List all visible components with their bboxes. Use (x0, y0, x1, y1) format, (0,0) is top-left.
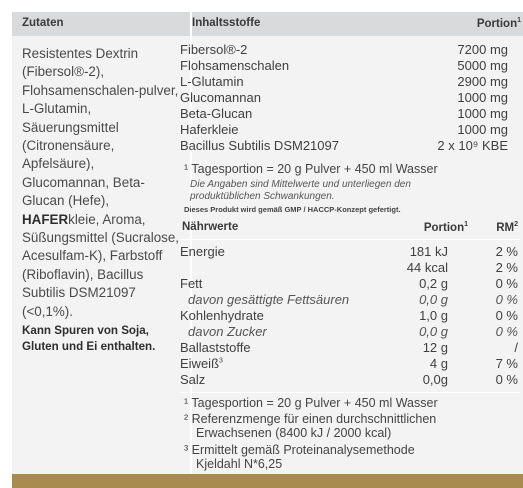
contents-value: 1000 mg (457, 122, 508, 137)
nutrition-portion: 181 kJ (409, 244, 448, 259)
contents-row (180, 122, 520, 138)
average-note-line-2: produktüblichen Schwankungen. (190, 191, 335, 202)
nutrition-name: Kohlenhydrate (180, 308, 264, 323)
portion-header-text: Portion (476, 17, 518, 30)
nutrition-rm: 0 % (495, 276, 518, 291)
serving-note: ¹ Tagesportion = 20 g Pulver + 450 ml Wasser (184, 162, 438, 176)
nutrition-name: davon Zucker (188, 324, 267, 339)
ingredients-header-bar (12, 12, 190, 36)
nutrition-portion: 12 g (422, 340, 448, 355)
nutrition-rm: 7 % (495, 356, 518, 371)
contents-table (180, 42, 520, 154)
nutrition-name: Salz (180, 372, 206, 387)
contents-row (180, 58, 520, 74)
nutrition-name: Ballaststoffe (180, 340, 251, 355)
contents-header: Inhaltsstoffe (192, 17, 261, 29)
nutrition-row (180, 244, 520, 260)
contents-value: 1000 mg (457, 106, 508, 121)
footnote-3-line-1: ³ Ermittelt gemäß Proteinanalysemethode (184, 443, 415, 457)
ingredients-post: kleie, Aroma, Süßungsmittel (Sucralose, Acesulfam-K), Farbstoff (Riboflavin), Bacillus Subtilis DSM21097 (<0,1%). (22, 211, 180, 319)
gold-footer-band (12, 474, 523, 488)
nutrition-rm: 2 % (495, 244, 518, 259)
footnote-3-line-2: Kjeldahl N*6,25 (196, 457, 283, 471)
rm-header: $RM^2$ (496, 221, 518, 234)
nutrition-row (180, 340, 520, 356)
ingredients-pre: Resistentes Dextrin (Fibersol®-2), Flohsamenschalen-pulver, L-Glutamin, Säuerungsmittel (Citronensäure, Apfelsäure), Glucomannan, Beta-Glucan (Hefe), (22, 46, 179, 209)
gmp-note: Dieses Produkt wird gemäß GMP / HACCP-Konzept gefertigt. (184, 205, 401, 214)
nutrition-header-bar (180, 217, 520, 239)
nutrition-name: Eiweiß (180, 356, 220, 371)
contents-row (180, 90, 520, 106)
nutrition-name-protein: Eiweiß$^3$ (180, 356, 223, 371)
ingredients-text (22, 45, 182, 355)
contents-value: 2 x 10⁹ KBE (437, 138, 508, 153)
ingredients-allergen: HAFER (22, 211, 69, 227)
contents-name: Bacillus Subtilis DSM21097 (180, 138, 339, 153)
rm-header-text: RM (496, 221, 515, 234)
nutrition-row (180, 372, 520, 388)
nutrition-rm: 0 % (495, 308, 518, 323)
nutrition-rm: 0 % (495, 292, 518, 307)
footnote-1: ¹ Tagesportion = 20 g Pulver + 450 ml Wasser (184, 396, 438, 410)
contents-name: L-Glutamin (180, 74, 244, 89)
nutrition-row (180, 356, 520, 372)
contents-name: Fibersol®-2 (180, 42, 248, 57)
nutrition-rm: 2 % (495, 260, 518, 275)
nutrition-name: Energie (180, 244, 225, 259)
nutrition-rm: / (514, 340, 518, 355)
footnotes-separator (180, 392, 520, 393)
nutrition-portion: 0,0g (422, 372, 448, 387)
nutrition-portion: 44 kcal (406, 260, 448, 275)
nutrition-portion-header-text: Portion (423, 221, 465, 234)
nutrition-header-separator (180, 239, 520, 240)
nutrition-portion: 0,2 g (419, 276, 448, 291)
contents-row (180, 42, 520, 58)
nutrition-row (180, 308, 520, 324)
nutrition-row (180, 276, 520, 292)
nutrition-portion: 1,0 g (419, 308, 448, 323)
nutrition-row (180, 324, 520, 340)
nutrition-table (180, 244, 520, 388)
nutrition-label-panel (12, 12, 523, 474)
footnote-2-line-1: ² Referenzmenge für einen durchschnittlichen (184, 412, 437, 426)
contents-name: Beta-Glucan (180, 106, 253, 121)
nutrition-portion: 0,0 g (419, 292, 448, 307)
average-note-line-1: Die Angaben sind Mittelwerte und unterliegen den (190, 179, 411, 190)
footnote-2-line-2: Erwachsenen (8400 kJ / 2000 kcal) (196, 426, 392, 440)
allergen-warning: Kann Spuren von Soja, Gluten und Ei enthalten. (22, 324, 156, 354)
nutrition-row (180, 260, 520, 276)
contents-name: Glucomannan (180, 90, 261, 105)
nutrition-name: davon gesättigte Fettsäuren (188, 292, 350, 307)
nutrition-row (180, 292, 520, 308)
contents-name: Haferkleie (180, 122, 239, 137)
nutrition-portion: 4 g (429, 356, 448, 371)
contents-value: 7200 mg (457, 42, 508, 57)
nutrition-portion: 0,0 g (419, 324, 448, 339)
contents-row (180, 106, 520, 122)
nutrition-name: Fett (180, 276, 203, 291)
ingredients-header: Zutaten (22, 17, 64, 29)
contents-name: Flohsamenschalen (180, 58, 290, 73)
contents-row (180, 74, 520, 90)
nutrition-header: Nährwerte (182, 221, 239, 233)
nutrition-rm: 0 % (495, 372, 518, 387)
contents-row (180, 138, 520, 154)
contents-value: 5000 mg (457, 58, 508, 73)
nutrition-portion-header: Portion$^1$ (423, 221, 468, 234)
contents-value: 2900 mg (457, 74, 508, 89)
portion-header: Portion$^1$ (476, 17, 521, 30)
contents-value: 1000 mg (457, 90, 508, 105)
contents-header-bar (192, 12, 523, 36)
nutrition-rm: 0 % (495, 324, 518, 339)
